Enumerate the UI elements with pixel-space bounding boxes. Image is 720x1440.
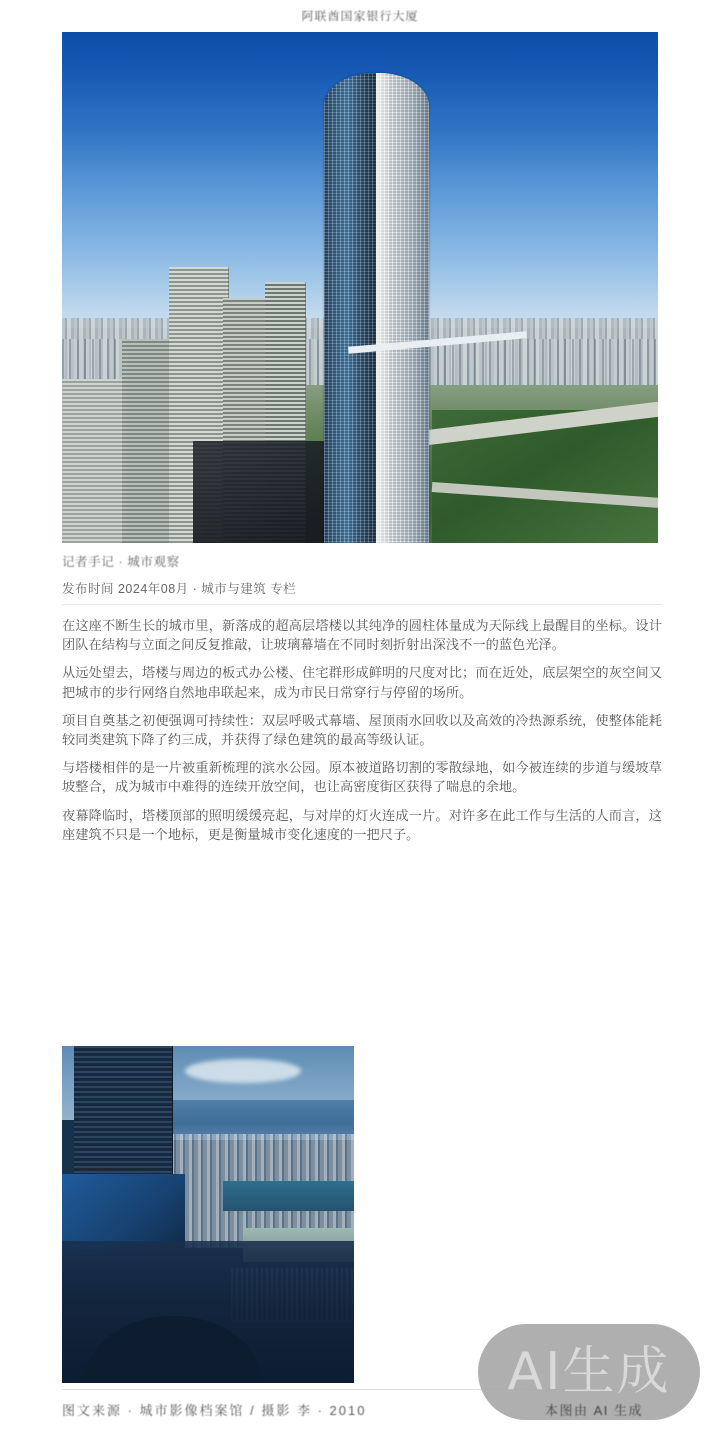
secondary-image	[62, 1046, 354, 1383]
article-paragraph: 从远处望去，塔楼与周边的板式办公楼、住宅群形成鲜明的尺度对比；而在近处，底层架空的灰空间又把城市的步行网络自然地串联起来，成为市民日常穿行与停留的场所。	[62, 665, 662, 700]
ai-generated-label: AI生成	[507, 1342, 671, 1402]
article-paragraph: 与塔楼相伴的是一片被重新梳理的滨水公园。原本被道路切割的零散绿地，如今被连续的步道与缓坡草坡整合，成为城市中难得的连续开放空间，也让高密度街区获得了喘息的余地。	[62, 760, 662, 795]
ai-generated-subtext: 本图由 AI 生成	[545, 1403, 644, 1418]
article-paragraph: 夜幕降临时，塔楼顶部的照明缓缓亮起，与对岸的灯火连成一片。对许多在此工作与生活的人而言，这座建筑不只是一个地标，更是衡量城市变化速度的一把尺子。	[62, 807, 662, 842]
article-kicker: 记者手记 · 城市观察	[62, 555, 180, 569]
article-paragraph: 在这座不断生长的城市里，新落成的超高层塔楼以其纯净的圆柱体量成为天际线上最醒目的坐标。设计团队在结构与立面之间反复推敲，让玻璃幕墙在不同时刻折射出深浅不一的蓝色光泽。	[62, 618, 662, 653]
page-title: 阿联酋国家银行大厦	[301, 8, 419, 23]
photo2-roof-structure	[223, 1181, 354, 1211]
hero-image	[62, 32, 658, 543]
page-header	[0, 0, 720, 30]
hero-building-block	[122, 339, 176, 543]
article-byline: 发布时间 2024年08月 · 城市与建筑 专栏	[62, 579, 662, 605]
article-paragraph: 项目自奠基之初便强调可持续性：双层呼吸式幕墙、屋顶雨水回收以及高效的冷热源系统，使整体能耗较同类建筑下降了约三成，并获得了绿色建筑的最高等级认证。	[62, 712, 662, 748]
article-body	[62, 552, 662, 853]
tower-highlight	[376, 73, 391, 543]
hero-cylindrical-tower	[324, 73, 428, 543]
photo2-clouds	[185, 1059, 302, 1083]
photo2-foreground-tower	[74, 1046, 173, 1188]
footer-caption: 图文来源 · 城市影像档案馆 / 摄影 李 · 2010	[62, 1403, 367, 1418]
